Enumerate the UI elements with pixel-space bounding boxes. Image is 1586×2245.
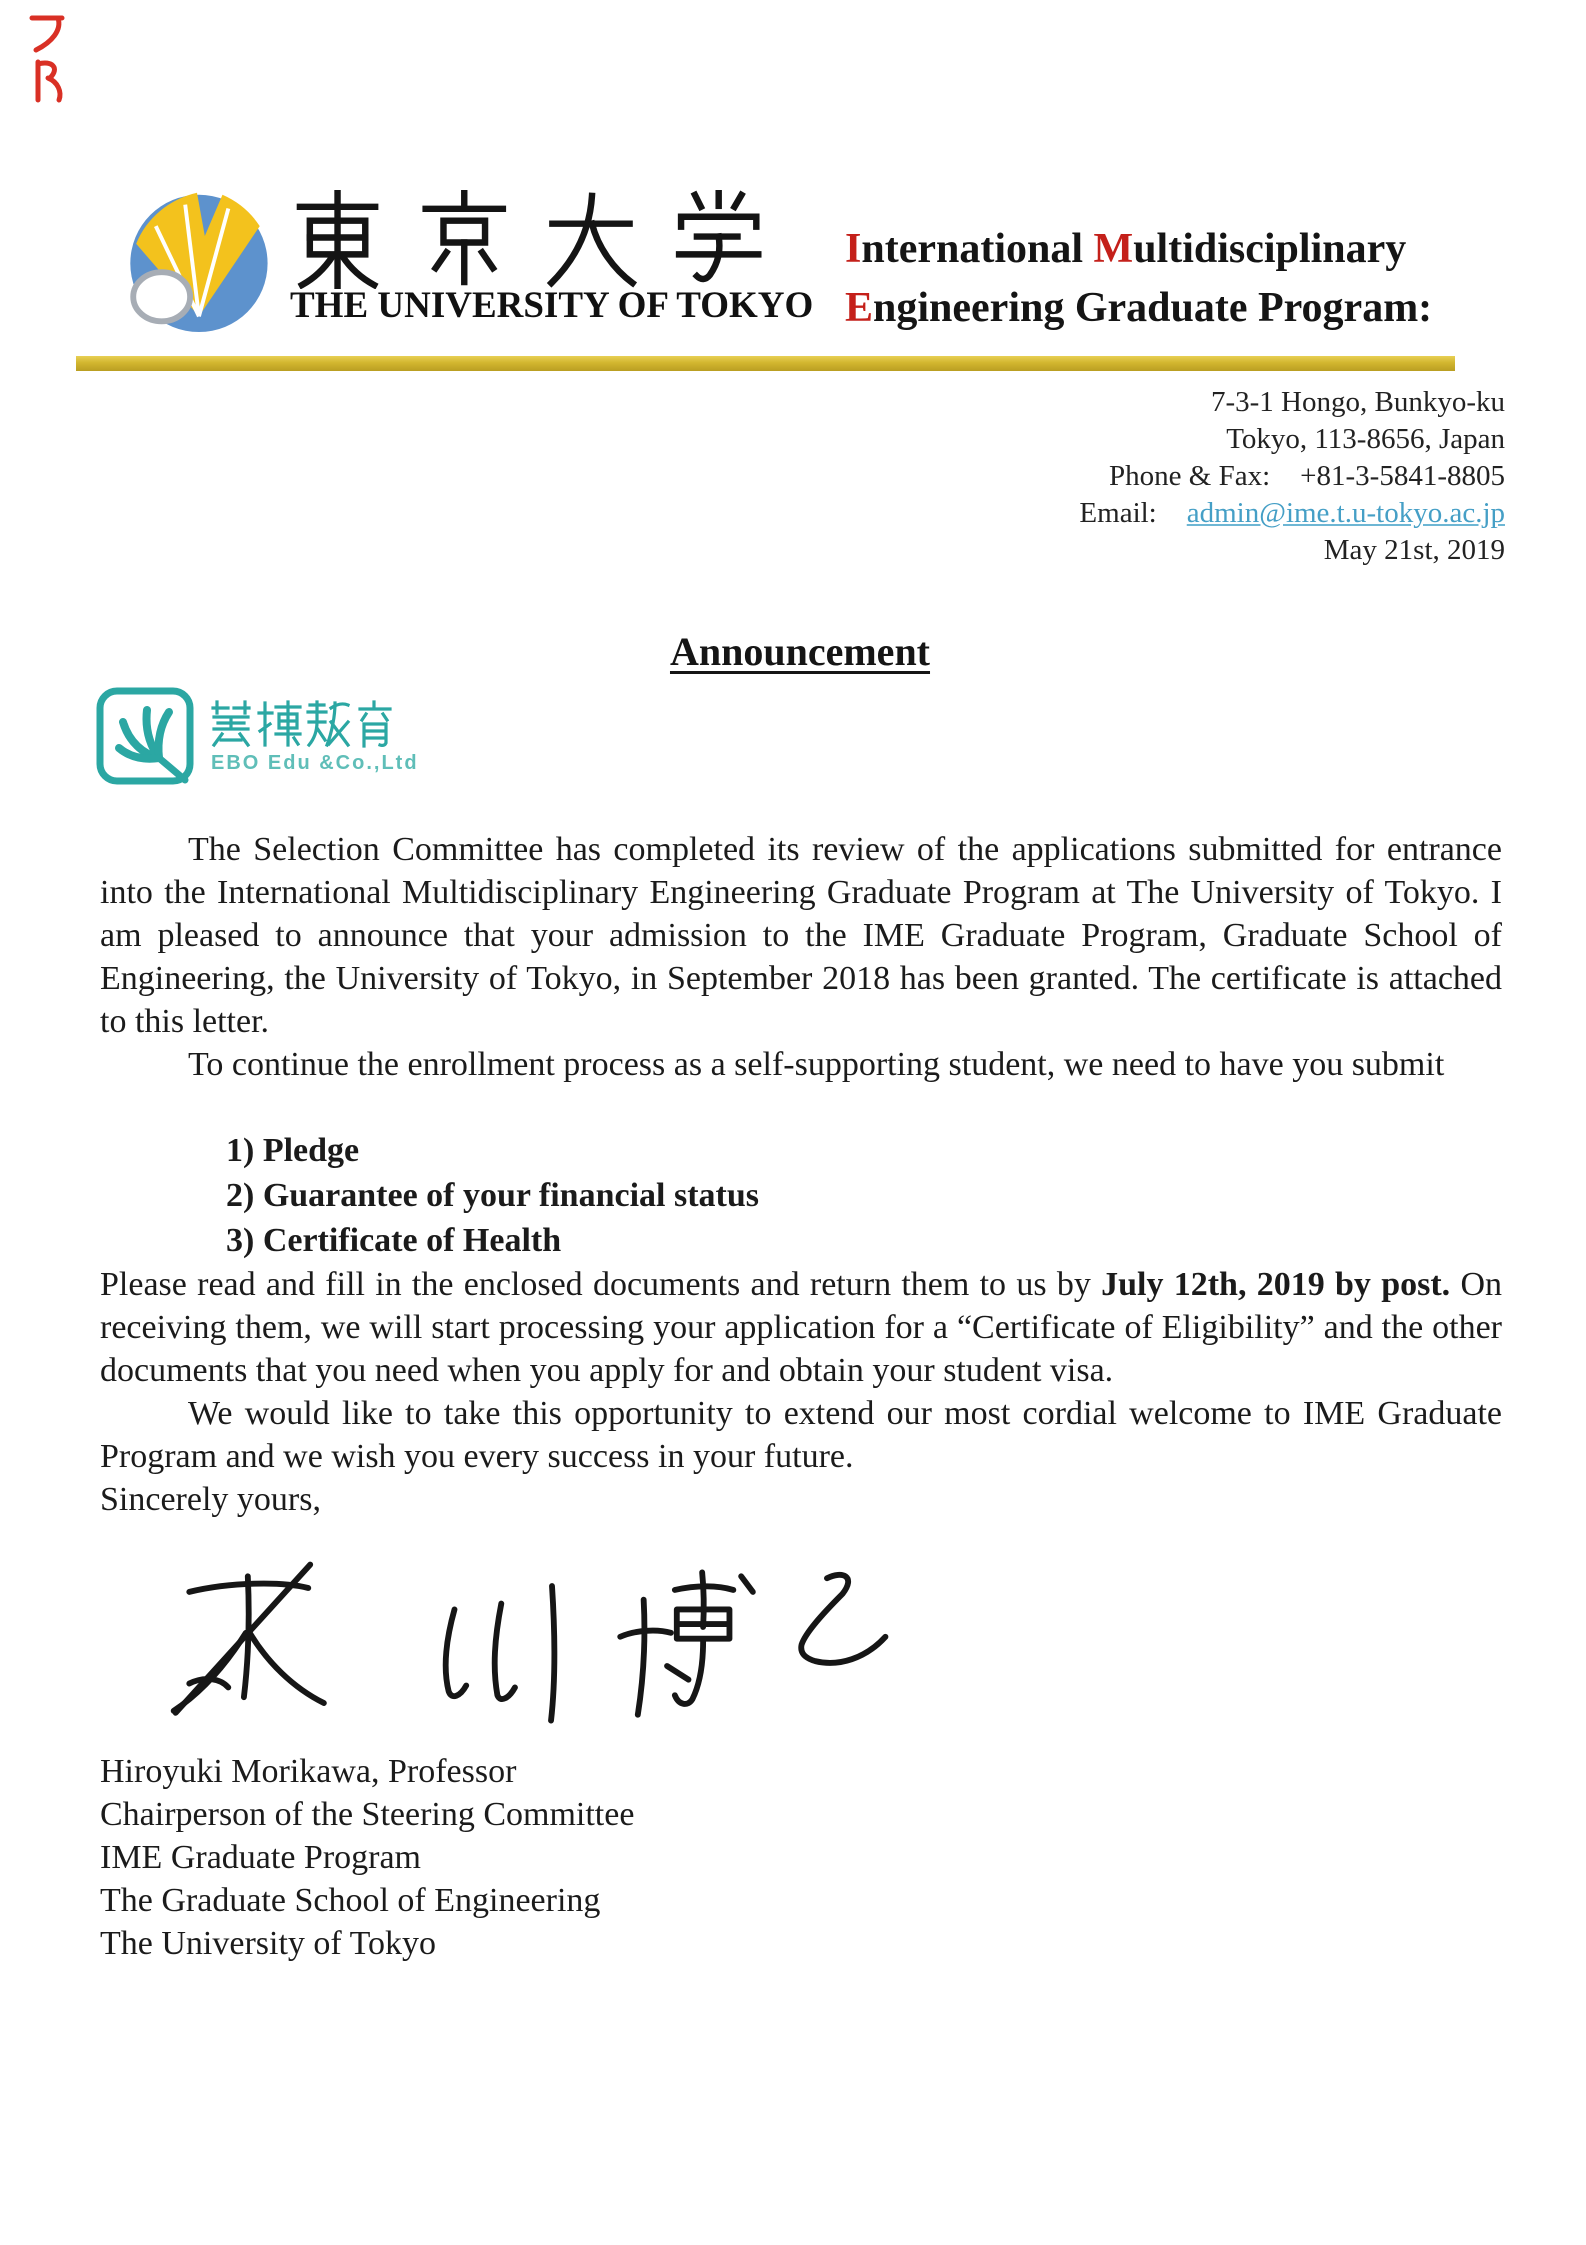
ebo-kanji-wordmark (209, 700, 419, 748)
list-item: 3) Certificate of Health (226, 1222, 562, 1259)
email-label: Email: (1079, 497, 1157, 529)
ebo-subtext: EBO Edu &Co.,Ltd (211, 752, 419, 774)
required-documents-list (226, 1128, 1502, 1263)
program-text: ngineering Graduate Program: (873, 285, 1433, 331)
signer-title: Chairperson of the Steering Committee (100, 1796, 635, 1833)
program-initial-m: M (1093, 226, 1134, 272)
email-line (1079, 495, 1505, 532)
list-item: 2) Guarantee of your financial status (226, 1177, 759, 1214)
program-initial-i: I (845, 226, 862, 272)
signer-program: IME Graduate Program (100, 1839, 422, 1876)
phone-label: Phone & Fax: (1109, 460, 1271, 492)
deadline-bold-text: July 12th, 2019 by post. (1101, 1266, 1451, 1303)
program-initial-e: E (845, 285, 874, 331)
paragraph-3 (100, 1263, 1502, 1392)
contact-block (1079, 384, 1505, 569)
letter-body (100, 828, 1502, 1965)
address-line2: Tokyo, 113-8656, Japan (1226, 423, 1505, 455)
handwritten-signature (128, 1549, 1502, 1744)
ebo-leaf-icon (95, 686, 195, 786)
paragraph-1: The Selection Committee has completed its review of the applications submitted for entrance into the International Multidisciplinary Engineering Graduate Program at The University of Tokyo. I am pleased to announce that your admission to the IME Graduate Program, Graduate School of Engineering, the University of Tokyo, in September 2018 has been granted. The certificate is attached to this letter. (100, 831, 1502, 1040)
list-item: 1) Pledge (226, 1132, 360, 1169)
red-pen-marks-icon (22, 6, 92, 106)
program-text: ultidisciplinary (1133, 226, 1407, 272)
paragraph-4: We would like to take this opportunity to extend our most cordial welcome to IME Graduate Program and we wish you every success in your future. (100, 1395, 1502, 1475)
program-text: nternational (861, 226, 1094, 272)
phone-line (1079, 458, 1505, 495)
address-line1: 7-3-1 Hongo, Bunkyo-ku (1210, 386, 1505, 418)
page-title: Announcement (669, 629, 931, 674)
gold-divider-band (76, 356, 1455, 371)
phone-value: +81-3-5841-8805 (1300, 460, 1505, 492)
program-title-line1 (845, 220, 1432, 279)
closing-line: Sincerely yours, (100, 1481, 321, 1518)
ebo-edu-logo (95, 686, 419, 786)
paragraph-2: To continue the enrollment process as a self-supporting student, we need to have you submit (188, 1046, 1445, 1083)
paragraph-3-text: Please read and fill in the enclosed documents and return them to us by (100, 1266, 1102, 1303)
program-title-line2 (845, 279, 1432, 338)
letter-date: May 21st, 2019 (1323, 534, 1505, 566)
utokyo-ginkgo-logo-icon (112, 183, 280, 335)
university-kanji-wordmark (292, 190, 787, 289)
signer-name: Hiroyuki Morikawa, Professor (100, 1753, 517, 1790)
signer-university: The University of Tokyo (100, 1925, 436, 1962)
signature-block (100, 1750, 1502, 1965)
email-link[interactable]: admin@ime.t.u-tokyo.ac.jp (1186, 497, 1505, 529)
signer-school: The Graduate School of Engineering (100, 1882, 601, 1919)
university-name-en: THE UNIVERSITY OF TOKYO (290, 285, 814, 326)
paragraph-3-text: On receiving them, we will start processing your application for a “Certificate of Eligibility” and the other documents that you need when you apply for and obtain your student visa. (100, 1266, 1502, 1389)
program-title (845, 220, 1432, 338)
